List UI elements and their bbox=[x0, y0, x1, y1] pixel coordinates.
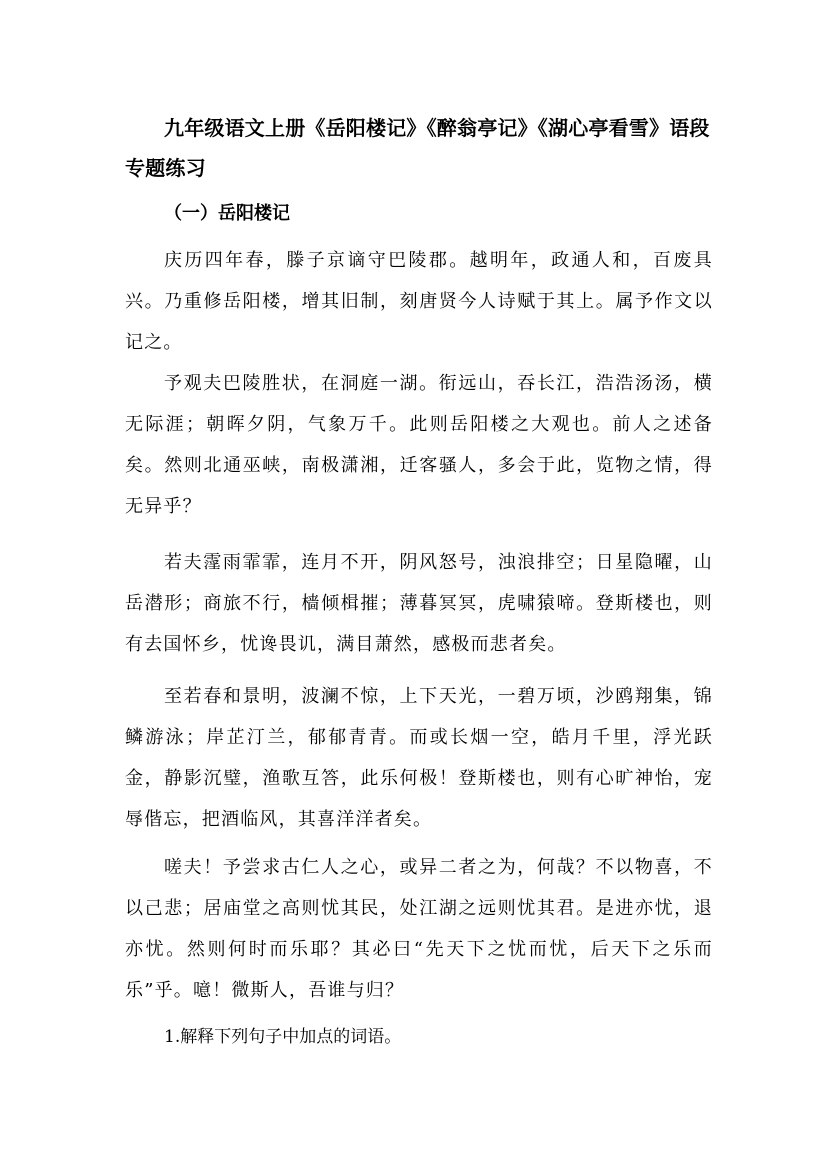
section-heading: （一）岳阳楼记 bbox=[164, 203, 290, 224]
exercise-question: 1.解释下列句子中加点的词语。 bbox=[164, 1027, 402, 1047]
text-paragraph: 至若春和景明，波澜不惊，上下天光，一碧万顷，沙鸥翔集，锦鳞游泳；岸芷汀兰，郁郁青青。而或长烟一空，皓月千里，浮光跃金，静影沉璧，渔歌互答，此乐何极！登斯楼也，则有心旷神怡，宠辱偕忘，把酒临风，其喜洋洋者矣。 bbox=[125, 686, 713, 830]
text-paragraph: 予观夫巴陵胜状，在洞庭一湖。衔远山，吞长江，浩浩汤汤，横无际涯；朝晖夕阴，气象万千。此则岳阳楼之大观也。前人之述备矣。然则北通巫峡，南极潇湘，迁客骚人，多会于此，览物之情，得无异乎？ bbox=[125, 373, 713, 517]
text-paragraph: 庆历四年春，滕子京谪守巴陵郡。越明年，政通人和，百废具兴。乃重修岳阳楼，增其旧制，刻唐贤今人诗赋于其上。属予作文以记之。 bbox=[125, 250, 713, 353]
text-paragraph: 嗟夫！予尝求古仁人之心，或异二者之为，何哉？不以物喜，不以己悲；居庙堂之高则忧其民，处江湖之远则忧其君。是进亦忧，退亦忧。然则何时而乐耶？其必曰“先天下之忧而忧，后天下之乐而乐”乎。噫！微斯人，吾谁与归？ bbox=[125, 857, 713, 1001]
text-paragraph: 若夫霪雨霏霏，连月不开，阴风怒号，浊浪排空；日星隐曜，山岳潜形；商旅不行，樯倾楫摧；薄暮冥冥，虎啸猿啼。登斯楼也，则有去国怀乡，忧谗畏讥，满目萧然，感极而悲者矣。 bbox=[125, 552, 713, 655]
document-title: 九年级语文上册《岳阳楼记》《醉翁亭记》《湖心亭看雪》语段专题练习 bbox=[125, 116, 710, 180]
